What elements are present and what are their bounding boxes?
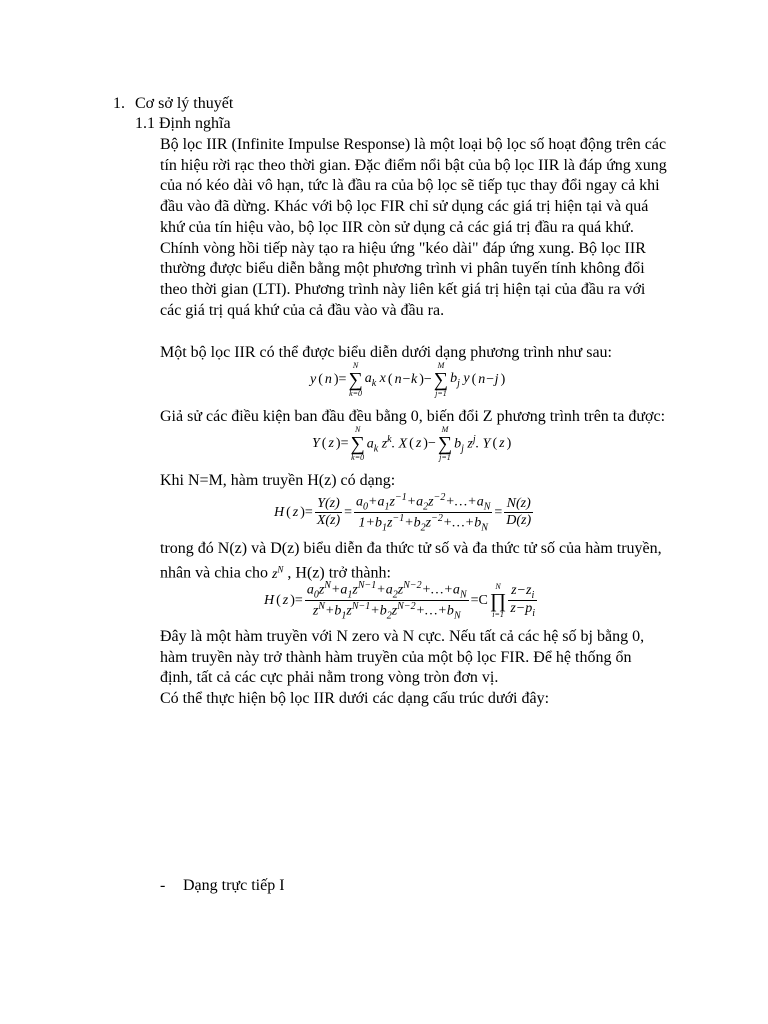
zeros-line-2: hàm truyền này trở thành hàm truyền của một bộ lọc FIR. Để hệ thống ổn (160, 649, 632, 666)
section-title: Cơ sở lý thuyết (135, 95, 234, 112)
transfer-intro: Khi N=M, hàm truyền H(z) có dạng: (160, 472, 396, 489)
paragraph-line: theo thời gian (LTI). Phương trình này liên kết giá trị hiện tại của đầu ra với (160, 280, 646, 298)
paragraph-line: Bộ lọc IIR (Infinite Impulse Response) là một loại bộ lọc số hoạt động trên các (160, 136, 667, 153)
paragraph-line: Chính vòng hồi tiếp này tạo ra hiệu ứng "kéo dài" đáp ứng xung. Bộ lọc IIR (160, 239, 646, 257)
paragraph-line: của nó kéo dài vô hạn, tức là đầu ra của bộ lọc sẽ tiếp tục thay đổi ngay cả khi (160, 177, 660, 195)
polys-text-a: nhân và chia cho (160, 564, 268, 582)
pole-zero-equation: H ( z )= $\frac{a_0z^N+a_1z^{N-1}+a_2z^{N-2}+\dots+a_N}{z^N+b_1z^{N-1}+b_2z^{N-2}+\dots+b_N}$ =C N ∏ i=1 $\frac{z-z_i}{z-p_i}$ (264, 580, 535, 622)
section-number: 1. (113, 95, 125, 112)
difference-equation: y ( n )= N ∑ k=0 $a_k$ x ( n−k )− M ∑ j=1 $b_j$ y ( n−j ) (310, 361, 506, 398)
bullet-label: Dạng trực tiếp I (183, 877, 285, 894)
structures-intro: Có thể thực hiện bộ lọc IIR dưới các dạng cấu trúc dưới đây: (160, 690, 550, 707)
zeros-line-3: định, tất cả các cực phải nằm trong vòng tròn đơn vị. (160, 669, 499, 686)
ztransform-equation: Y ( z )= N ∑ k=0 $a_k$ $z^k$. X ( z )− M ∑ j=1 $b_j$ $z^j$. Y ( z ) (312, 425, 512, 462)
paragraph-line: đầu vào đã dừng. Khác với bộ lọc FIR chỉ sử dụng các giá trị hiện tại và quá (160, 198, 649, 216)
polys-line-1: trong đó N(z) và D(z) biểu diễn đa thức tử số và đa thức tử số của hàm truyền, (160, 540, 662, 557)
subsection-title: 1.1 Định nghĩa (135, 115, 231, 132)
z-power-n: $z^N$ (271, 564, 284, 582)
difference-eq-intro: Một bộ lọc IIR có thể được biểu diễn dưới dạng phương trình như sau: (160, 344, 612, 361)
paragraph-line: khứ của tín hiệu vào, bộ lọc IIR còn sử dụng cả các giá trị đầu ra quá khứ. (160, 218, 634, 236)
bullet-marker: - (160, 877, 166, 894)
zeros-line-1: Đây là một hàm truyền với N zero và N cực. Nếu tất cả các hệ số bj bằng 0, (160, 628, 645, 645)
transfer-function-equation: H ( z )= $\frac{Y(z)}{X(z)}$ = $\frac{a_0+a_1z^{-1}+a_2z^{-2}+\dots+a_N}{1+b_1z^{-1}+b_2z^{-2}+\dots+b_N}$ = $\frac{N(z)}{D(z)}$ (274, 492, 532, 534)
paragraph-line: tín hiệu rời rạc theo thời gian. Đặc điểm nổi bật của bộ lọc IIR là đáp ứng xung (160, 156, 667, 174)
ztransform-intro: Giả sử các điều kiện ban đầu đều bằng 0, biến đổi Z phương trình trên ta được: (160, 408, 666, 425)
paragraph-line: thường được biểu diễn bằng một phương trình vi phân tuyến tính không đổi (160, 260, 645, 278)
polys-text-b: , H(z) trở thành: (287, 564, 391, 582)
intro-paragraph (160, 135, 680, 321)
paragraph-line: các giá trị quá khứ của cả đầu vào và đầu ra. (160, 301, 445, 319)
